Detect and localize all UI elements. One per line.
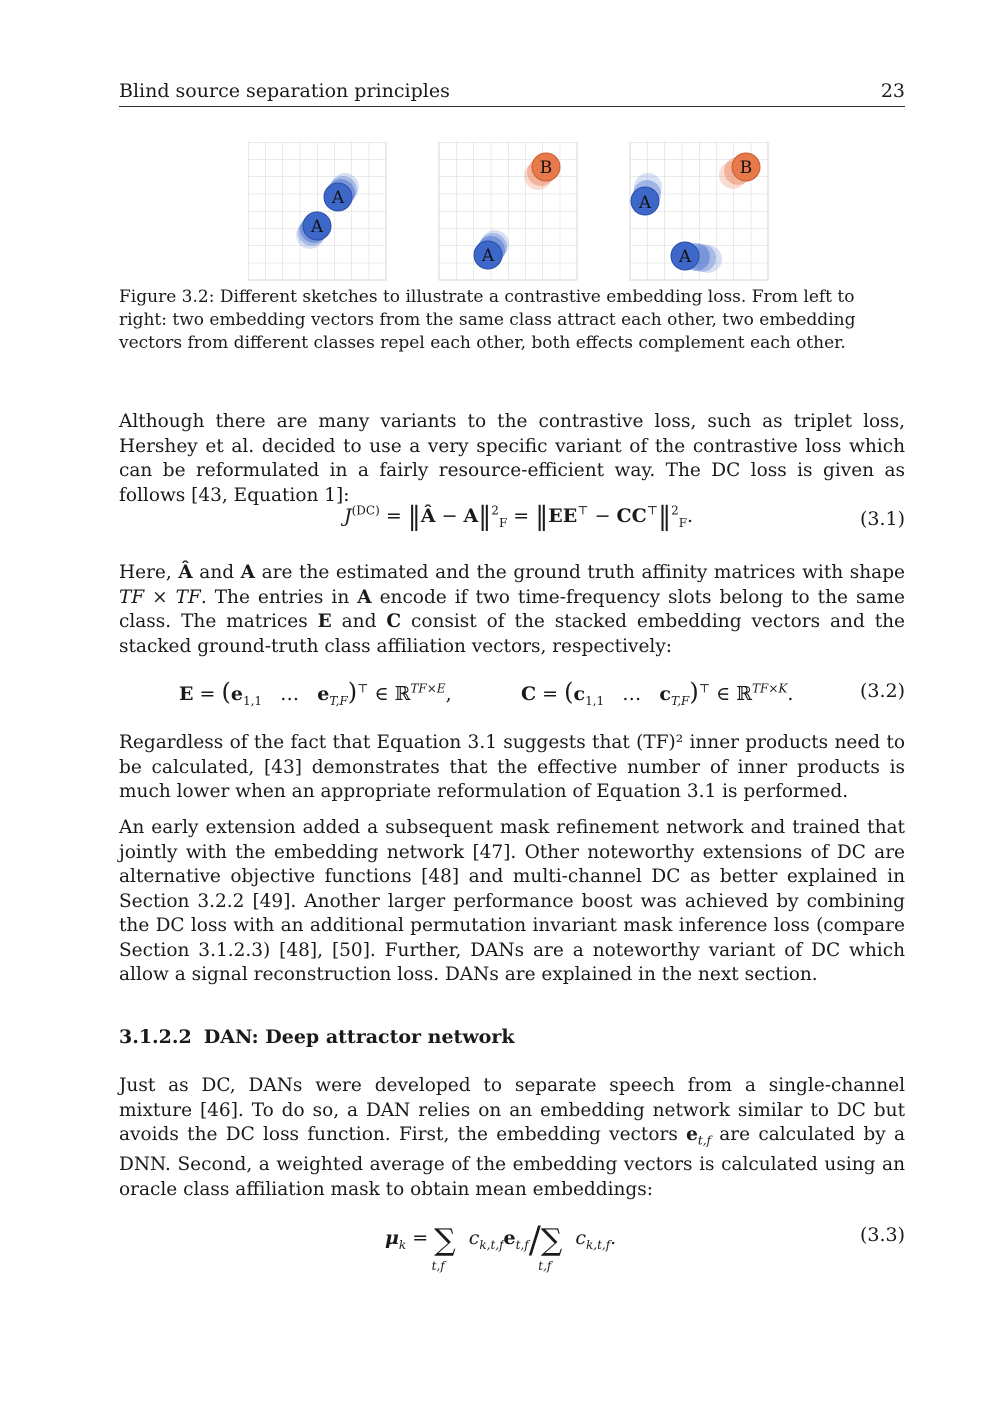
label-a: A [678, 247, 692, 267]
header-title: Blind source separation principles [119, 80, 450, 102]
figure-caption: Figure 3.2: Different sketches to illustrate a contrastive embedding loss. From left to right: two embedding vectors from the same class attract each other, two embedding vectors from different classes repel each other, both effects complement each other. [119, 287, 856, 353]
equation-number: (3.2) [859, 680, 905, 702]
label-a: A [481, 246, 495, 266]
equation-3-2 [119, 672, 905, 712]
label-b: B [539, 158, 553, 178]
panel-repel [439, 142, 577, 280]
section-heading: 3.1.2.2 DAN: Deep attractor network [119, 1026, 515, 1048]
equation-number: (3.1) [859, 508, 905, 530]
equation-body: $C = (c_{1,1}$ … $c_{T,F})^⊤$ ∈ ℝ$^{TF\times K}$. [521, 678, 794, 708]
panel-combined [630, 142, 768, 280]
panel-attract [248, 142, 386, 280]
equation-number: (3.3) [859, 1224, 905, 1246]
label-b: B [739, 158, 753, 178]
equation-3-3 [119, 1212, 905, 1272]
paragraph: Here, Â and A are the estimated and the ground truth affinity matrices with shape TF × TF. The entries in A encode if two time-frequency slots belong to the same class. The matrices E and C consist of the stacked embedding vectors and the stacked ground-truth class affiliation vectors, respectively: [119, 562, 905, 657]
page-number: 23 [880, 80, 905, 102]
equation-body: $J^{(DC)}$ = ‖Â − A‖$^2_F$ = ‖EE⊤ − CC⊤‖$^2_F$. [344, 502, 694, 532]
equation-body: $\mu_k = \sum_{t,f}c_{k,t,f}e_{t,f}/\sum_{t,f}c_{k,t,f}$. [385, 1220, 617, 1273]
paragraph: An early extension added a subsequent mask refinement network and trained that jointly with the embedding network [47]. Other noteworthy extensions of DC are alternative objective functions [48] and multi-channel DC as better explained in Section 3.2.2 [49]. Another larger performance boost was achieved by combining the DC loss with an additional permutation invariant mask inference loss (compare Section 3.1.2.3) [48], [50]. Further, DANs are a noteworthy variant of DC which allow a signal reconstruction loss. DANs are explained in the next section. [119, 817, 905, 985]
figure-3-2 [248, 142, 769, 282]
paragraph: Although there are many variants to the contrastive loss, such as triplet loss, Hershey et al. decided to use a very specific variant of the contrastive loss which can be reformulated in a fairly resource-efficient way. The DC loss is given as follows [43, Equation 1]: [119, 411, 905, 506]
label-a: A [638, 193, 652, 213]
label-a: A [310, 217, 324, 237]
paragraph: Regardless of the fact that Equation 3.1 suggests that (TF)² inner products need to be calculated, [43] demonstrates that the effective number of inner products is much lower when an appropriate reformulation of Equation 3.1 is performed. [119, 732, 905, 802]
paragraph: Just as DC, DANs were developed to separate speech from a single-channel mixture [46]. To do so, a DAN relies on an embedding network similar to DC but avoids the DC loss function. First, the embedding vectors $e_{t,f}$ are calculated by a DNN. Second, a weighted average of the embedding vectors is calculated using an oracle class affiliation mask to obtain mean embeddings: [119, 1075, 906, 1200]
equation-3-1 [119, 500, 905, 540]
running-header [119, 80, 905, 107]
equation-body: $E = (e_{1,1}$ … $e_{T,F})^⊤$ ∈ ℝ$^{TF\times E}$, [179, 678, 452, 708]
label-a: A [331, 188, 345, 208]
